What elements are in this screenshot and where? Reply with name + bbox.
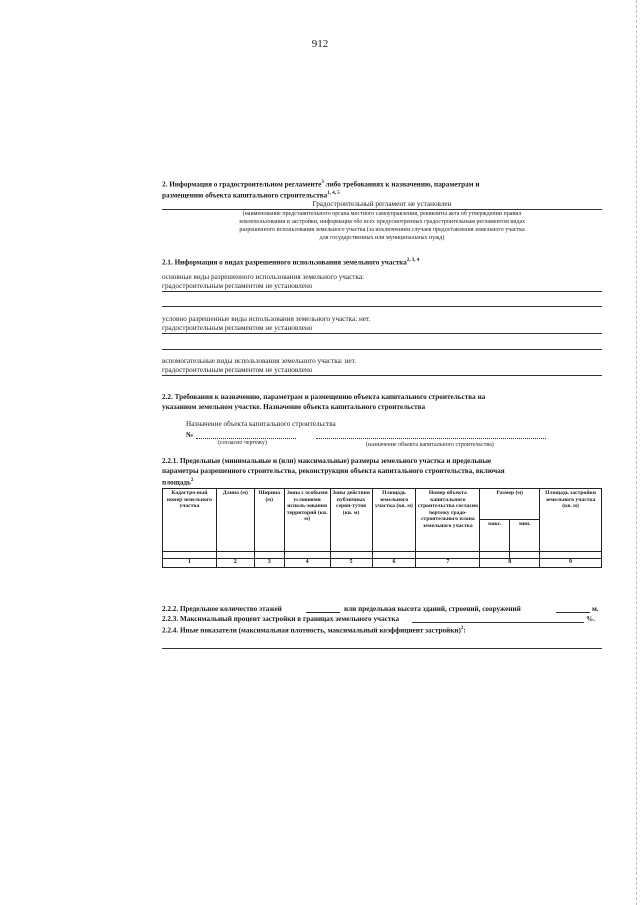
table-cell	[254, 552, 284, 559]
section-223-unit: %.	[586, 615, 595, 623]
header-special-zones: Зоны с особыми условиями исполь-зования территорий (кв. м)	[284, 489, 330, 552]
header-size: Размер (м)	[480, 489, 540, 520]
conditional-uses-value: градостроительным регламентом не установлено	[162, 324, 313, 332]
section-2-heading: 2. Информация о градостроительном регламенте$^3$ либо требованиях к назначению, параметрам и размещению объекта капитального строительства$^{1, 4, 5}$	[162, 180, 480, 200]
purpose-label: Назначение объекта капитального строительства	[186, 420, 336, 428]
column-number: 9	[540, 559, 602, 568]
section-222-unit: м.	[592, 605, 599, 613]
conditional-uses-label: условно разрешенные виды использования земельного участка: нет.	[162, 315, 371, 323]
main-uses-label: основные виды разрешенного использования земельного участка:	[162, 273, 365, 281]
floors-field	[306, 612, 340, 613]
percent-field	[412, 622, 584, 623]
section-222-text-b: или предельная высота зданий, строений, сооружений	[344, 605, 521, 613]
height-field	[556, 612, 590, 613]
header-object-number: Номер объекта капитального строительства согласно чертежу градо-строительного плана земельного участка	[416, 489, 480, 552]
column-number: 2	[216, 559, 254, 568]
header-plot-area: Площадь земельного участка (кв. м)	[372, 489, 416, 552]
section-222-text-a: 2.2.2. Предельное количество этажей	[162, 605, 282, 613]
purpose-caption: (назначение объекта капитального строительства)	[366, 442, 494, 448]
page-number: 912	[311, 38, 329, 50]
section-21-heading: 2.1. Информация о видах разрешенного использования земельного участка$^{2, 3, 4}$	[162, 258, 420, 267]
header-width: Ширина (м)	[254, 489, 284, 552]
column-number: 8	[480, 559, 540, 568]
auxiliary-uses-value: градостроительным регламентом не установлено	[162, 366, 313, 374]
table-cell	[416, 552, 480, 559]
section-2-note: (наименование представительного органа местного самоуправления, реквизиты акта об утверждении правил землепользования и застройки, информация обо всех предусмотренных градостроительным регламентом видах разрешенного использования земельного участка (за исключением случаев предоставления земельного участка для государственных или муниципальных нужд)	[238, 211, 526, 241]
drawing-caption: (согласно чертежу)	[218, 440, 267, 446]
purpose-field	[316, 438, 546, 439]
underline	[162, 648, 602, 649]
table-cell	[163, 552, 217, 559]
underline	[162, 306, 602, 307]
table-cell	[330, 552, 372, 559]
column-number: 7	[416, 559, 480, 568]
table-cell	[510, 552, 540, 559]
parameters-table	[162, 488, 602, 568]
header-length: Длина (м)	[216, 489, 254, 552]
header-size-min: мин.	[510, 520, 540, 552]
column-number: 3	[254, 559, 284, 568]
header-cadastral-number: Кадастро-вый номер земельного участка	[163, 489, 217, 552]
page-edge	[635, 0, 637, 905]
underline	[162, 333, 602, 334]
table-cell	[480, 552, 510, 559]
table-cell	[540, 552, 602, 559]
table-cell	[284, 552, 330, 559]
section-221-heading: 2.2.1. Предельные (минимальные и (или) максимальные) размеры земельного участка и предельные параметры разрешенного строительства, реконструкции объекта капитального строительства, включая площадь$^2$	[162, 457, 505, 487]
header-size-max: макс.	[480, 520, 510, 552]
column-number: 5	[330, 559, 372, 568]
table-cell	[216, 552, 254, 559]
underline	[162, 291, 602, 292]
number-label: №	[186, 431, 194, 439]
table-cell	[372, 552, 416, 559]
section-2-value: Градостроительный регламент не установлен	[312, 200, 452, 208]
column-number: 4	[284, 559, 330, 568]
section-22-heading: 2.2. Требования к назначению, параметрам и размещению объекта капитального строительства на указанном земельном участке. Назначение объекта капитального строительства	[162, 393, 486, 411]
main-uses-value: градостроительным регламентом не установлено	[162, 282, 313, 290]
underline	[162, 349, 602, 350]
column-number: 1	[163, 559, 217, 568]
section-224-text: 2.2.4. Иные показатели (максимальная плотность, максимальный коэффициент застройки)$^2$:	[162, 626, 466, 635]
header-servitude-zones: Зоны действия публичных серви-тутов (кв. м)	[330, 489, 372, 552]
auxiliary-uses-label: вспомогательные виды использования земельного участка: нет.	[162, 357, 357, 365]
section-223-text: 2.2.3. Максимальный процент застройки в границах земельного участка	[162, 615, 400, 623]
header-built-area: Площадь застройки земельного участка (кв. м)	[540, 489, 602, 552]
column-number: 6	[372, 559, 416, 568]
underline	[162, 375, 602, 376]
